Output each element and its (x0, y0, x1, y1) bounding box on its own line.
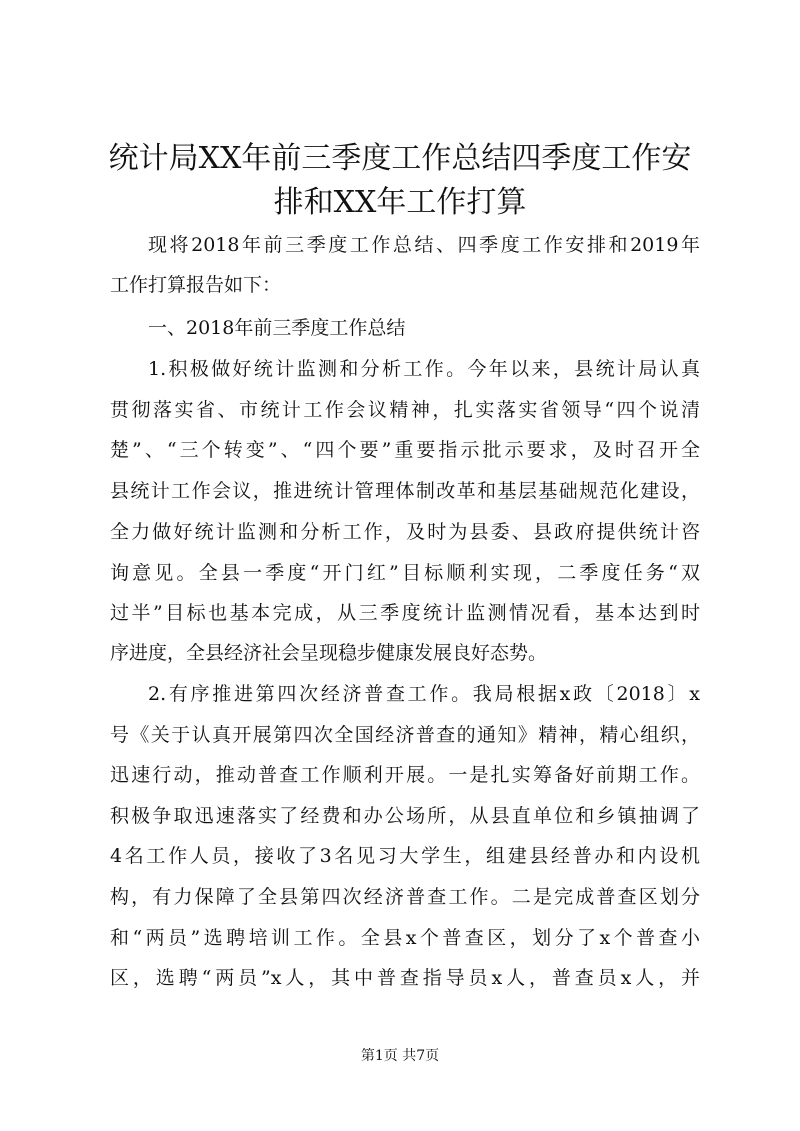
body-line: 县统计工作会议，推进统计管理体制改革和基层基础规范化建设， (110, 480, 700, 502)
body-line: 积极争取迅速落实了经费和办公场所，从县直单位和乡镇抽调了 (110, 805, 700, 827)
body-line: 询意见。全县一季度“开门红”目标顺利实现，二季度任务“双 (110, 562, 700, 584)
section-heading: 一、2018年前三季度工作总结 (148, 317, 406, 339)
body-line: 贯彻落实省、市统计工作会议精神，扎实落实省领导“四个说清 (110, 399, 700, 421)
body-line: 楚”、“三个转变”、“四个要”重要指示批示要求，及时召开全 (110, 439, 700, 461)
body-line: 4名工作人员，接收了3名见习大学生，组建县经普办和内设机 (110, 845, 700, 867)
body-line: 序进度，全县经济社会呈现稳步健康发展良好态势。 (110, 642, 548, 664)
body-line: 过半”目标也基本完成，从三季度统计监测情况看，基本达到时 (110, 602, 700, 624)
page-footer: 第1页 共7页 (360, 1048, 440, 1064)
document-title-line-1: 统计局XX年前三季度工作总结四季度工作安 (108, 141, 692, 176)
body-line: 构，有力保障了全县第四次经济普查工作。二是完成普查区划分 (110, 886, 700, 908)
body-line: 号《关于认真开展第四次全国经济普查的通知》精神，精心组织， (110, 724, 700, 746)
document-title-line-2: 排和XX年工作打算 (273, 185, 527, 220)
body-line: 2.有序推进第四次经济普查工作。我局根据x政〔2018〕x (148, 683, 700, 705)
body-line: 迅速行动，推动普查工作顺利开展。一是扎实筹备好前期工作。 (110, 764, 700, 786)
body-line: 工作打算报告如下： (110, 274, 282, 296)
body-line: 区，选聘“两员”x人，其中普查指导员x人，普查员x人，并 (110, 967, 700, 989)
body-line: 和“两员”选聘培训工作。全县x个普查区，划分了x个普查小 (110, 927, 700, 949)
body-line: 现将2018年前三季度工作总结、四季度工作安排和2019年 (148, 234, 700, 256)
body-line: 1.积极做好统计监测和分析工作。今年以来，县统计局认真 (148, 358, 700, 380)
body-line: 全力做好统计监测和分析工作，及时为县委、县政府提供统计咨 (110, 521, 700, 543)
